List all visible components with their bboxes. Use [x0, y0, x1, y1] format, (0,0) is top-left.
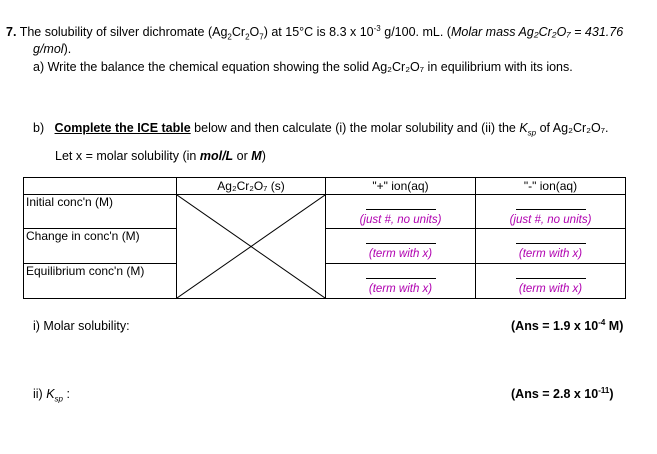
answer-ii-suffix: )	[609, 387, 614, 401]
ice-row-label: Equilibrium conc'n (M)	[24, 263, 177, 298]
molar-mass: Molar mass Ag₂Cr₂O₇ = 431.76	[450, 25, 624, 39]
ice-row-label: Change in conc'n (M)	[24, 229, 177, 263]
let-x-line	[55, 149, 266, 163]
let-x-or: or	[233, 149, 252, 163]
answer-i-prefix: (Ans = 1.9 x 10	[511, 319, 599, 333]
ice-input-initial-minus[interactable]	[476, 195, 626, 229]
ksp-answer	[511, 387, 614, 401]
ice-row-label: Initial conc'n (M)	[24, 195, 177, 229]
let-x-m: M	[251, 149, 262, 163]
part-b-text-2: of Ag₂Cr₂O₇.	[536, 121, 609, 135]
question-text-c: O	[249, 25, 260, 39]
ice-hint: (term with x)	[368, 282, 433, 295]
molar-solubility-answer	[511, 319, 623, 333]
ice-header-plus-ion: "+" ion(aq)	[326, 178, 476, 195]
question-line-2	[33, 42, 71, 56]
answer-blank	[366, 268, 436, 279]
ice-hint: (term with x)	[368, 247, 433, 260]
answer-blank	[516, 233, 586, 244]
part-b-line	[33, 121, 609, 138]
part-a-text: a) Write the balance the chemical equation showing the solid Ag₂Cr₂O₇ in equilibrium with its ions.	[33, 60, 573, 74]
ice-input-initial-plus[interactable]	[326, 195, 476, 229]
sub-2: 2	[245, 32, 250, 42]
part-b-prefix: b)	[33, 121, 45, 135]
answer-ii-exponent: -11	[598, 385, 610, 395]
ice-input-eq-minus[interactable]	[476, 263, 626, 298]
ksp-k: K	[519, 121, 528, 135]
ice-header-row	[24, 178, 626, 195]
ice-input-change-plus[interactable]	[326, 229, 476, 263]
ksp-colon: :	[63, 387, 70, 401]
ksp-k-2: K	[46, 387, 55, 401]
answer-blank	[516, 268, 586, 279]
exponent: -3	[373, 23, 381, 33]
part-b-underlined: Complete the ICE table	[54, 121, 191, 135]
ksp-sub: sp	[527, 128, 537, 138]
cross-out-mark	[177, 195, 325, 298]
molar-solubility-label: i) Molar solubility:	[33, 319, 130, 333]
question-line-1	[6, 23, 624, 42]
answer-ii-prefix-label: ii)	[33, 387, 47, 401]
let-x-prefix: Let x = molar solubility (in	[55, 149, 200, 163]
ice-header-blank	[24, 178, 177, 195]
question-text-d: ) at 15°C is 8.3 x 10	[263, 25, 374, 39]
ice-input-change-minus[interactable]	[476, 229, 626, 263]
ksp-sub-2: sp	[54, 394, 63, 404]
ice-hint: (just #, no units)	[509, 213, 592, 226]
question-text-b: Cr	[231, 25, 246, 39]
answer-blank	[516, 199, 586, 210]
ice-input-eq-plus[interactable]	[326, 263, 476, 298]
let-x-close: )	[261, 149, 266, 163]
sub-3: 7	[259, 32, 264, 42]
question-line-2-tail: ).	[63, 42, 72, 56]
question-number: 7.	[6, 25, 17, 39]
ice-hint: (just #, no units)	[359, 213, 442, 226]
ice-hint: (term with x)	[518, 247, 583, 260]
ice-table	[23, 177, 626, 299]
answer-i-exponent: -4	[598, 317, 606, 327]
part-b-text-1: below and then calculate (i) the molar solubility and (ii) the	[190, 121, 520, 135]
ice-row-initial	[24, 195, 626, 229]
ice-header-minus-ion: "-" ion(aq)	[476, 178, 626, 195]
ice-crossed-cell	[177, 195, 326, 299]
let-x-unit: mol/L	[199, 149, 234, 163]
answer-blank	[366, 199, 436, 210]
molar-mass-unit: g/mol	[33, 42, 64, 56]
sub-1: 2	[227, 32, 232, 42]
answer-i-suffix: M)	[605, 319, 624, 333]
ice-header-solid: Ag₂Cr₂O₇ (s)	[177, 178, 326, 195]
ice-hint: (term with x)	[518, 282, 583, 295]
answer-blank	[366, 233, 436, 244]
answer-ii-prefix: (Ans = 2.8 x 10	[511, 387, 599, 401]
question-text-e: g/100. mL. (	[380, 25, 451, 39]
question-text-a: The solubility of silver dichromate (Ag	[19, 25, 228, 39]
ksp-label	[33, 387, 70, 404]
